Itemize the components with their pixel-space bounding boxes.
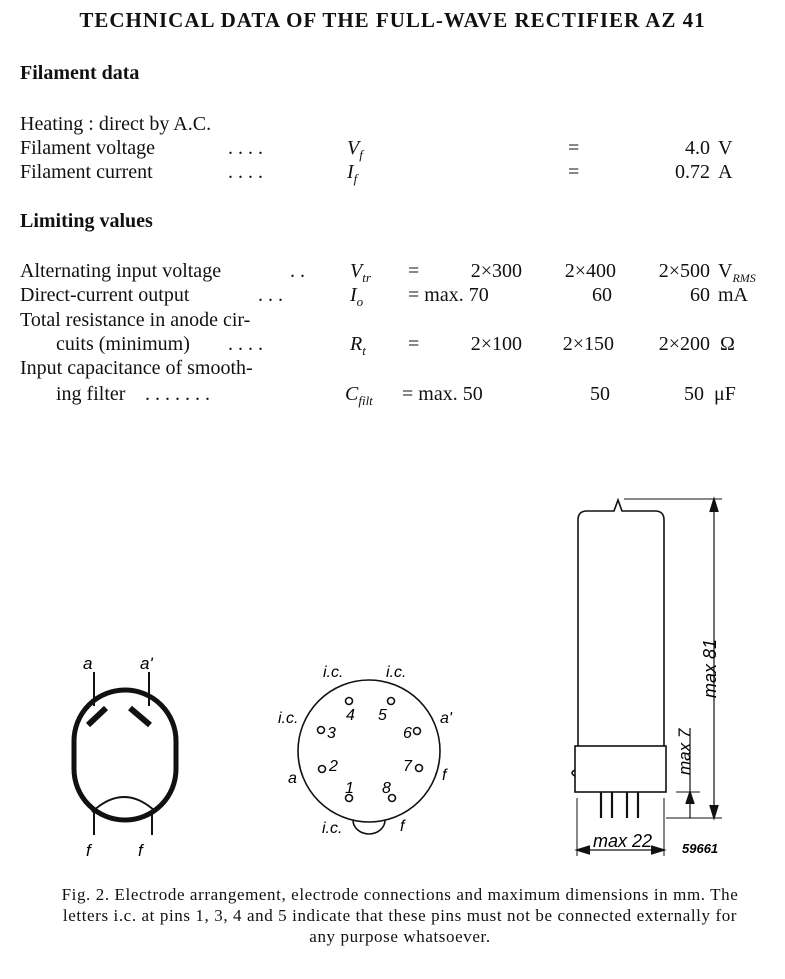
base-cap	[575, 746, 666, 792]
label-ic-top1: i.c.	[323, 664, 344, 681]
tube-envelope	[74, 690, 176, 820]
drawing-code: 59661	[682, 841, 719, 856]
label-f-right: f	[442, 767, 447, 784]
label-f1: f	[86, 841, 91, 860]
pin-label-5: 5	[378, 707, 387, 724]
limiting-heading: Limiting values	[20, 210, 153, 232]
filament-heading: Filament data	[20, 62, 140, 84]
pin-4	[346, 698, 353, 705]
anode-a	[88, 708, 106, 725]
pin-2	[319, 766, 326, 773]
row-equals: = max. 50	[402, 383, 483, 405]
row-value-2: 50	[590, 383, 610, 405]
row-value-1: 2×100	[470, 333, 522, 355]
row-symbol: $I_o$	[350, 284, 364, 309]
page-title: TECHNICAL DATA OF THE FULL-WAVE RECTIFIER AZ 41	[79, 8, 706, 32]
dim-base-arrow	[686, 792, 694, 804]
pin-label-7: 7	[403, 758, 412, 775]
row-unit: V	[718, 137, 733, 159]
row-unit: A	[718, 161, 733, 183]
label-ic-bottom: i.c.	[322, 820, 343, 837]
pin-label-2: 2	[329, 758, 338, 775]
label-ic-top2: i.c.	[386, 664, 407, 681]
row-dots: . . . .	[228, 137, 263, 159]
row-equals: = max. 70	[408, 284, 489, 306]
pin-3	[318, 727, 325, 734]
dim-width-label: max 22	[593, 831, 653, 851]
label-f-bottom: f	[400, 818, 405, 835]
anode-a2	[130, 708, 150, 725]
row-value-2: 2×150	[562, 333, 614, 355]
row-label: Total resistance in anode cir-	[20, 309, 251, 331]
pin-label-8: 8	[382, 780, 391, 797]
row-dots: . . . .	[228, 333, 263, 355]
row-equals: =	[408, 260, 420, 282]
row-label: Input capacitance of smooth-	[20, 357, 253, 379]
figure-caption: Fig. 2. Electrode arrangement, electrode connections and maximum dimensions in mm. The letters i.c. at pins 1, 3, 4 and 5 indicate that these pins must not be connected externally for any purpose whatsoever.	[61, 885, 739, 946]
dim-width-arrow-left	[577, 846, 590, 854]
row-label: Filament voltage	[20, 137, 155, 159]
tube-symbol	[74, 672, 176, 835]
pin-label-3: 3	[327, 725, 336, 742]
bulb	[578, 500, 664, 746]
row-value-2: 2×400	[564, 260, 616, 282]
dim-width-arrow-right	[651, 846, 664, 854]
row-dots: . . .	[258, 284, 283, 306]
pin-6	[414, 728, 421, 735]
row-dots: . . . . . . .	[145, 383, 210, 405]
row-value-3: 50	[684, 383, 704, 405]
pin-label-1: 1	[345, 780, 354, 797]
pin-5	[388, 698, 395, 705]
row-label: Direct-current output	[20, 284, 190, 306]
row-label-cont: cuits (minimum)	[56, 333, 190, 355]
pin-label-4: 4	[346, 707, 355, 724]
label-a-left: a	[288, 770, 297, 787]
row-equals: =	[568, 137, 580, 159]
row-unit: μF	[714, 383, 736, 405]
row-symbol: $V_f$	[347, 137, 363, 162]
row-label-cont: ing filter	[56, 383, 126, 405]
base-circle	[298, 680, 440, 822]
row-value: 0.72	[675, 161, 710, 183]
row-dots: . .	[290, 260, 305, 282]
row-equals: =	[568, 161, 580, 183]
row-dots: . . . .	[228, 161, 263, 183]
row-value-3: 60	[690, 284, 710, 306]
row-value-1: 2×300	[470, 260, 522, 282]
row-symbol: $V_{tr}$	[350, 260, 371, 285]
label-f2: f	[138, 841, 143, 860]
row-symbol: $R_t$	[350, 333, 366, 358]
dim-base-label: max 7	[675, 728, 694, 775]
label-a-right: a'	[440, 710, 452, 727]
label-a2: a'	[140, 654, 153, 673]
pin-7	[416, 765, 423, 772]
row-value-2: 60	[592, 284, 612, 306]
pin-label-6: 6	[403, 725, 412, 742]
row-value-3: 2×500	[658, 260, 710, 282]
dim-height-arrow-bottom	[710, 805, 718, 818]
row-value: 4.0	[685, 137, 710, 159]
filament	[92, 797, 156, 812]
row-unit: mA	[718, 284, 748, 306]
dim-height-label: max 81	[700, 638, 720, 698]
row-equals: =	[408, 333, 420, 355]
heating-line: Heating : direct by A.C.	[20, 113, 212, 135]
row-label: Alternating input voltage	[20, 260, 222, 282]
row-value-3: 2×200	[658, 333, 710, 355]
dim-height-arrow-top	[710, 499, 718, 512]
row-symbol: $C_{filt}$	[345, 383, 373, 408]
label-ic-left: i.c.	[278, 710, 299, 727]
label-a: a	[83, 654, 93, 673]
row-symbol: $I_f$	[347, 161, 358, 186]
row-label: Filament current	[20, 161, 153, 183]
base-diagram	[298, 680, 440, 834]
row-unit: Ω	[720, 333, 735, 355]
row-unit: $V_{RMS}$	[718, 260, 756, 285]
